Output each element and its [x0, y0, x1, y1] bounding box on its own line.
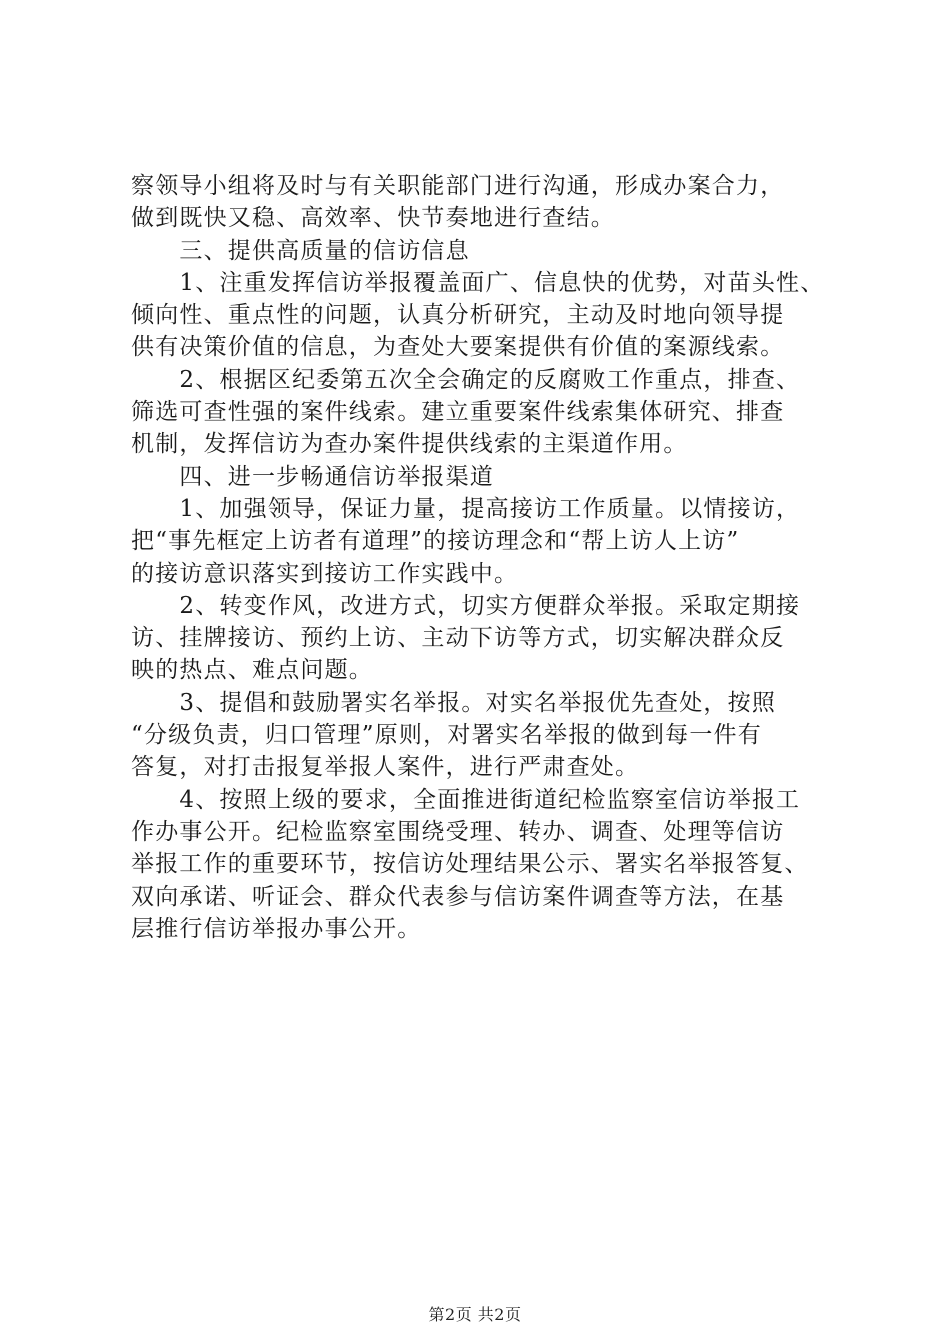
text-line: 访、挂牌接访、预约上访、主动下访等方式，切实解决群众反	[131, 625, 785, 652]
text-line: 映的热点、难点问题。	[131, 657, 373, 684]
text-line: 筛选可查性强的案件线索。建立重要案件线索集体研究、排查	[131, 399, 785, 426]
text-line: 作办事公开。纪检监察室围绕受理、转办、调查、处理等信访	[131, 818, 785, 845]
page-number-footer: 第2页 共2页	[428, 1305, 522, 1324]
text-line: 察领导小组将及时与有关职能部门进行沟通，形成办案合力，	[131, 173, 785, 199]
body-text	[131, 170, 831, 945]
text-line: 倾向性、重点性的问题，认真分析研究，主动及时地向领导提	[131, 302, 785, 329]
text-line: 答复，对打击报复举报人案件，进行严肃查处。	[131, 754, 640, 781]
text-line: 1、注重发挥信访举报覆盖面广、信息快的优势，对苗头性、	[131, 269, 825, 296]
text-line: 1、加强领导，保证力量，提高接访工作质量。以情接访，	[131, 495, 801, 522]
text-line: 4、按照上级的要求，全面推进街道纪检监察室信访举报工	[131, 786, 801, 813]
text-line: 举报工作的重要环节，按信访处理结果公示、署实名举报答复、	[131, 851, 809, 878]
section-heading: 四、进一步畅通信访举报渠道	[131, 463, 494, 490]
text-line: 做到既快又稳、高效率、快节奏地进行查结。	[131, 205, 615, 232]
section-heading: 三、提供高质量的信访信息	[131, 237, 470, 264]
text-line: 2、根据区纪委第五次全会确定的反腐败工作重点，排查、	[131, 366, 801, 393]
text-line: 2、转变作风，改进方式，切实方便群众举报。采取定期接	[131, 592, 801, 619]
text-line: 机制，发挥信访为查办案件提供线索的主渠道作用。	[131, 431, 688, 458]
text-line: 供有决策价值的信息，为查处大要案提供有价值的案源线索。	[131, 334, 785, 361]
text-line: 3、提倡和鼓励署实名举报。对实名举报优先查处，按照	[131, 689, 777, 716]
text-line: 层推行信访举报办事公开。	[131, 915, 422, 942]
text-line: “分级负责，归口管理”原则，对署实名举报的做到每一件有	[131, 722, 762, 749]
text-line: 双向承诺、听证会、群众代表参与信访案件调查等方法，在基	[131, 883, 785, 910]
text-line: 把“事先框定上访者有道理”的接访理念和“帮上访人上访”	[131, 528, 740, 555]
text-line: 的接访意识落实到接访工作实践中。	[131, 560, 519, 587]
